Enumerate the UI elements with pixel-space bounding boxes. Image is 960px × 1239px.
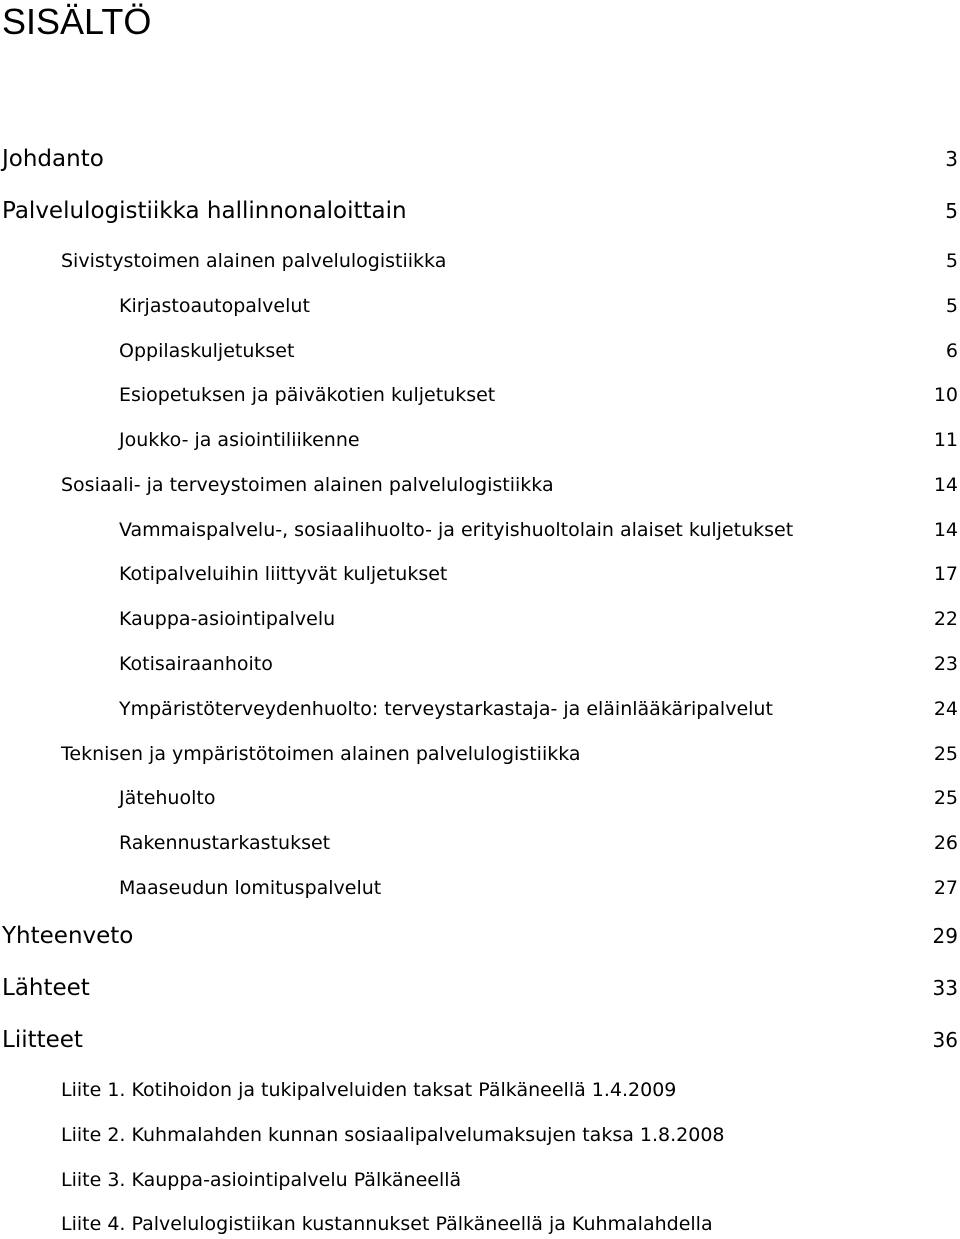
toc-entry-yhteenveto[interactable] — [0, 921, 960, 951]
toc-entry-page: 6 — [945, 340, 958, 362]
toc-entry-label: Joukko- ja asiointiliikenne — [119, 429, 360, 451]
toc-entry-kauppa-asiointi[interactable] — [0, 604, 960, 634]
toc-entry-page: 27 — [933, 877, 958, 899]
appendix-label: Liite 3. Kauppa-asiointipalvelu Pälkäneellä — [61, 1169, 462, 1191]
toc-entry-label: Liitteet — [2, 1027, 83, 1053]
toc-entry-page: 17 — [933, 563, 958, 585]
toc-entry-label: Vammaispalvelu-, sosiaalihuolto- ja erityishuoltolain alaiset kuljetukset — [119, 519, 794, 541]
toc-entry-label: Johdanto — [2, 146, 104, 172]
toc-entry-lomituspalvelut[interactable] — [0, 873, 960, 903]
toc-entry-page: 23 — [933, 653, 958, 675]
toc-entry-page: 33 — [932, 976, 958, 1000]
appendix-item-3[interactable] — [0, 1165, 960, 1195]
page-title: SISÄLTÖ — [2, 1, 152, 42]
toc-entry-page: 22 — [933, 608, 958, 630]
toc-entry-page: 29 — [932, 924, 958, 948]
toc-entry-label: Teknisen ja ympäristötoimen alainen palvelulogistiikka — [61, 743, 581, 765]
toc-entry-lahteet[interactable] — [0, 973, 960, 1003]
toc-entry-label: Ympäristöterveydenhuolto: terveystarkastaja- ja eläinlääkäripalvelut — [119, 698, 773, 720]
toc-entry-label: Rakennustarkastukset — [119, 832, 331, 854]
appendix-item-4[interactable] — [0, 1209, 960, 1239]
toc-entry-label: Kotisairaanhoito — [119, 653, 273, 675]
toc-entry-kirjastoautopalvelut[interactable] — [0, 291, 960, 321]
toc-entry-label: Palvelulogistiikka hallinnonaloittain — [2, 198, 407, 224]
toc-entry-page: 14 — [933, 519, 958, 541]
toc-entry-label: Esiopetuksen ja päiväkotien kuljetukset — [119, 384, 496, 406]
toc-entry-tekninen-toimi[interactable] — [0, 739, 960, 769]
toc-entry-liitteet[interactable] — [0, 1025, 960, 1055]
toc-entry-label: Yhteenveto — [2, 923, 134, 949]
toc-entry-johdanto[interactable] — [0, 144, 960, 174]
appendix-item-2[interactable] — [0, 1120, 960, 1150]
toc-entry-page: 5 — [945, 250, 958, 272]
toc-entry-joukkoliikenne[interactable] — [0, 425, 960, 455]
toc-entry-label: Lähteet — [2, 975, 90, 1001]
toc-entry-page: 25 — [933, 743, 958, 765]
appendix-label: Liite 2. Kuhmalahden kunnan sosiaalipalvelumaksujen taksa 1.8.2008 — [61, 1124, 725, 1146]
toc-entry-label: Jätehuolto — [119, 787, 216, 809]
toc-entry-page: 24 — [933, 698, 958, 720]
toc-entry-page: 5 — [945, 295, 958, 317]
toc-entry-page: 5 — [945, 199, 958, 223]
toc-entry-esiopetus[interactable] — [0, 380, 960, 410]
toc-entry-page: 25 — [933, 787, 958, 809]
toc-entry-label: Oppilaskuljetukset — [119, 340, 295, 362]
toc-entry-ymparistoterveydenhuolto[interactable] — [0, 694, 960, 724]
appendix-item-1[interactable] — [0, 1075, 960, 1105]
toc-entry-page: 36 — [932, 1028, 958, 1052]
toc-entry-label: Sivistystoimen alainen palvelulogistiikka — [61, 250, 447, 272]
toc-entry-oppilaskuljetukset[interactable] — [0, 336, 960, 366]
toc-entry-kotipalvelut[interactable] — [0, 559, 960, 589]
appendix-label: Liite 4. Palvelulogistiikan kustannukset Pälkäneellä ja Kuhmalahdella — [61, 1213, 713, 1235]
toc-entry-rakennustarkastukset[interactable] — [0, 828, 960, 858]
toc-entry-label: Sosiaali- ja terveystoimen alainen palvelulogistiikka — [61, 474, 554, 496]
toc-entry-label: Kauppa-asiointipalvelu — [119, 608, 336, 630]
toc-entry-sosiaalitoimi[interactable] — [0, 470, 960, 500]
toc-entry-label: Kotipalveluihin liittyvät kuljetukset — [119, 563, 448, 585]
toc-entry-sivistystoimi[interactable] — [0, 246, 960, 276]
toc-entry-jatehuolto[interactable] — [0, 783, 960, 813]
toc-entry-label: Kirjastoautopalvelut — [119, 295, 310, 317]
appendix-label: Liite 1. Kotihoidon ja tukipalveluiden taksat Pälkäneellä 1.4.2009 — [61, 1079, 677, 1101]
toc-entry-page: 3 — [945, 147, 958, 171]
toc-entry-page: 26 — [933, 832, 958, 854]
toc-entry-vammaispalvelu[interactable] — [0, 515, 960, 545]
toc-entry-page: 14 — [933, 474, 958, 496]
toc-entry-page: 11 — [933, 429, 958, 451]
toc-entry-page: 10 — [933, 384, 958, 406]
toc-entry-label: Maaseudun lomituspalvelut — [119, 877, 382, 899]
toc-entry-kotisairaanhoito[interactable] — [0, 649, 960, 679]
toc-entry-palvelulogistiikka[interactable] — [0, 196, 960, 226]
